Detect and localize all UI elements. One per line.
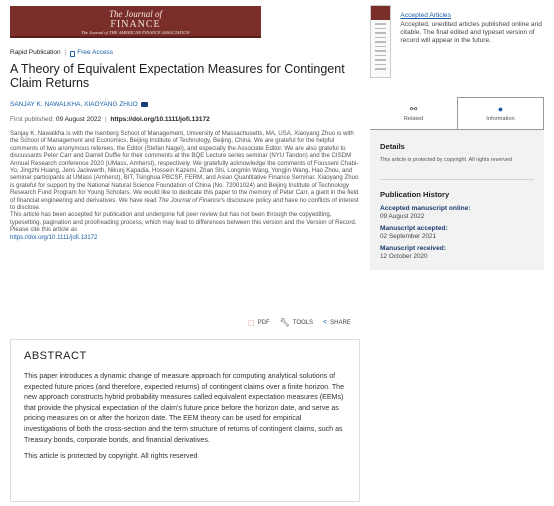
article-column [10,6,360,241]
tools-button[interactable] [280,318,313,327]
share-nodes-icon: ⚯ [409,104,418,114]
history-value: 09 August 2022 [380,212,425,220]
thumb-line [375,32,386,34]
publication-type [10,49,360,56]
details-heading: Details [380,142,405,151]
thumb-line [375,55,386,57]
notes-text: This article has been accepted for publication and undergone full peer review but has not been through the copyediting, typesetting, pagination and proofreading process, which may lead to differences between this version and the Version of Record. Please cite this article as [10,211,357,234]
accepted-articles-desc: Accepted, unedited articles published online and citable. The final edited and typeset version of record will appear in the future. [400,21,542,44]
pub-type-label: Rapid Publication [10,49,61,56]
tab-label: Related [403,116,424,122]
separator: | [64,49,67,56]
wrench-icon: 🔧︎ [279,318,290,327]
tab-label: Information [486,116,515,122]
history-value: 12 October 2020 [380,252,428,260]
pdf-button[interactable] [248,319,270,327]
abstract-section [10,339,360,502]
thumb-line [375,64,386,66]
accepted-articles-text [400,5,544,78]
first-published-date: 09 August 2022 [55,116,102,123]
tab-information[interactable] [457,97,544,129]
doi-link[interactable]: https://doi.org/10.1111/jofi.13172 [110,116,210,123]
author-notes [10,130,360,241]
history-heading: Publication History [380,189,450,199]
abstract-body: This paper introduces a dynamic change of measure approach for computing analytical solutions of expected future prices (and therefore, expected returns) of contingent claims over a finite horizon. The new approach constructs hybrid probability measures called equivalent expectation measures (EEMs) that provide the physical expectation of the claim's future price before the horizon date, and serve as pricing measures on or after the horizon date. The EEM theory can be used for empirical investigations of both the cross-section and the term structure of returns of contingent claims, such as Treasury bonds, corporate bonds, and financial derivatives. [24,372,345,444]
pdf-label: PDF [257,319,270,326]
details-text: This article is protected by copyright. All rights reserved [380,157,512,163]
thumb-line [375,41,386,43]
thumb-line [375,46,386,48]
notes-text: 's disclosure policy and have no conflicts of interest to disclose. [10,196,359,212]
notes-paragraph-1 [10,130,360,211]
separator: | [104,116,107,123]
info-icon: ● [497,104,504,114]
cite-doi-link[interactable]: https://doi.org/10.1111/jofi.13172 [10,233,98,241]
history-label: Manuscript received: [380,244,446,252]
tools-label: TOOLS [292,319,314,326]
article-title: A Theory of Equivalent Expectation Measures for Contingent Claim Returns [10,62,345,90]
banner-line-2: FINANCE [110,19,161,30]
thumb-line [375,23,386,25]
share-label: SHARE [330,319,351,326]
divider [380,179,534,180]
pdf-icon: ⬚ [248,319,255,327]
sidebar [370,5,544,270]
accepted-articles-box [370,5,544,78]
free-access-badge [70,49,113,56]
thumb-line [375,68,386,70]
information-panel [370,129,544,270]
history-value: 02 September 2021 [380,232,437,240]
first-published-label: First published: [10,116,55,123]
publication-history [380,205,534,260]
banner-line-1: The Journal of [109,9,162,19]
thumb-line [375,37,386,39]
accepted-articles-link[interactable]: Accepted Articles [400,12,451,19]
thumb-line [375,28,386,30]
thumb-line [375,50,386,52]
sidebar-tabs [370,97,544,129]
share-button[interactable] [323,319,351,326]
authors[interactable] [10,101,360,108]
tab-related[interactable] [370,97,457,129]
author-names[interactable]: SANJAY K. NAWALKHA, XIAOYANG ZHUO [10,101,138,108]
journal-name: The Journal of Finance [158,196,221,204]
unlock-icon [70,51,75,57]
free-access-label: Free Access [77,49,114,56]
thumb-line [375,59,386,61]
banner-line-3: The Journal of THE AMERICAN FINANCE ASSOCIATION [81,30,190,35]
journal-banner[interactable] [10,6,261,38]
share-icon: < [323,319,328,326]
article-toolbar [248,318,351,327]
first-published [10,116,360,123]
history-label: Manuscript accepted: [380,224,448,232]
notes-paragraph-2 [10,211,360,241]
email-icon[interactable] [141,102,148,107]
thumb-header [371,6,390,20]
abstract-copyright: This article is protected by copyright. All rights reserved [24,452,198,461]
issue-cover-thumbnail[interactable] [370,5,391,78]
abstract-heading: ABSTRACT [24,350,87,362]
history-label: Accepted manuscript online: [380,204,471,212]
notes-text: Sanjay K. Nawalkha is with the Isenberg School of Management, University of Massachusetts, MA, USA. Xiaoyang Zhuo is with the School of Management and Economics, Beijing Institute of Technology, Beijing, China. We are grateful for the helpful comments of two anonymous referees, the Editor (Stefan Nagel), and especially the Associate Editor. We are also grateful to discussants Peter Carr and Darrell Duffie for their comments at the BQE Lecture series seminar (NYU Tandon) and the CISDM Annual Research conference 2020 (UMass, Amherst), respectively. We gratefully acknowledge the comments of Fousseni Chabi-Yo, Jingzhi Huang, Jens Jackwerth, Nikunj Kapadia, Hossein Kazemi, Zhan Shi, Longmin Wang, Yongjin Wang, Hao Zhou, and seminar participants at UMass (Amherst), BIT, Tsinghua PBCSF, FERM, and Asian Quantitative Finance Seminar. Xiaoyang Zhuo is grateful for support by the National Natural Science Foundation of China (No. 72001024) and Beijing Institute of Technology Research Fund Program for Young Scholars. We would like to dedicate this paper to the memory of Peter Carr, a giant in the field of financial engineering and derivatives. We have read [10,130,359,204]
